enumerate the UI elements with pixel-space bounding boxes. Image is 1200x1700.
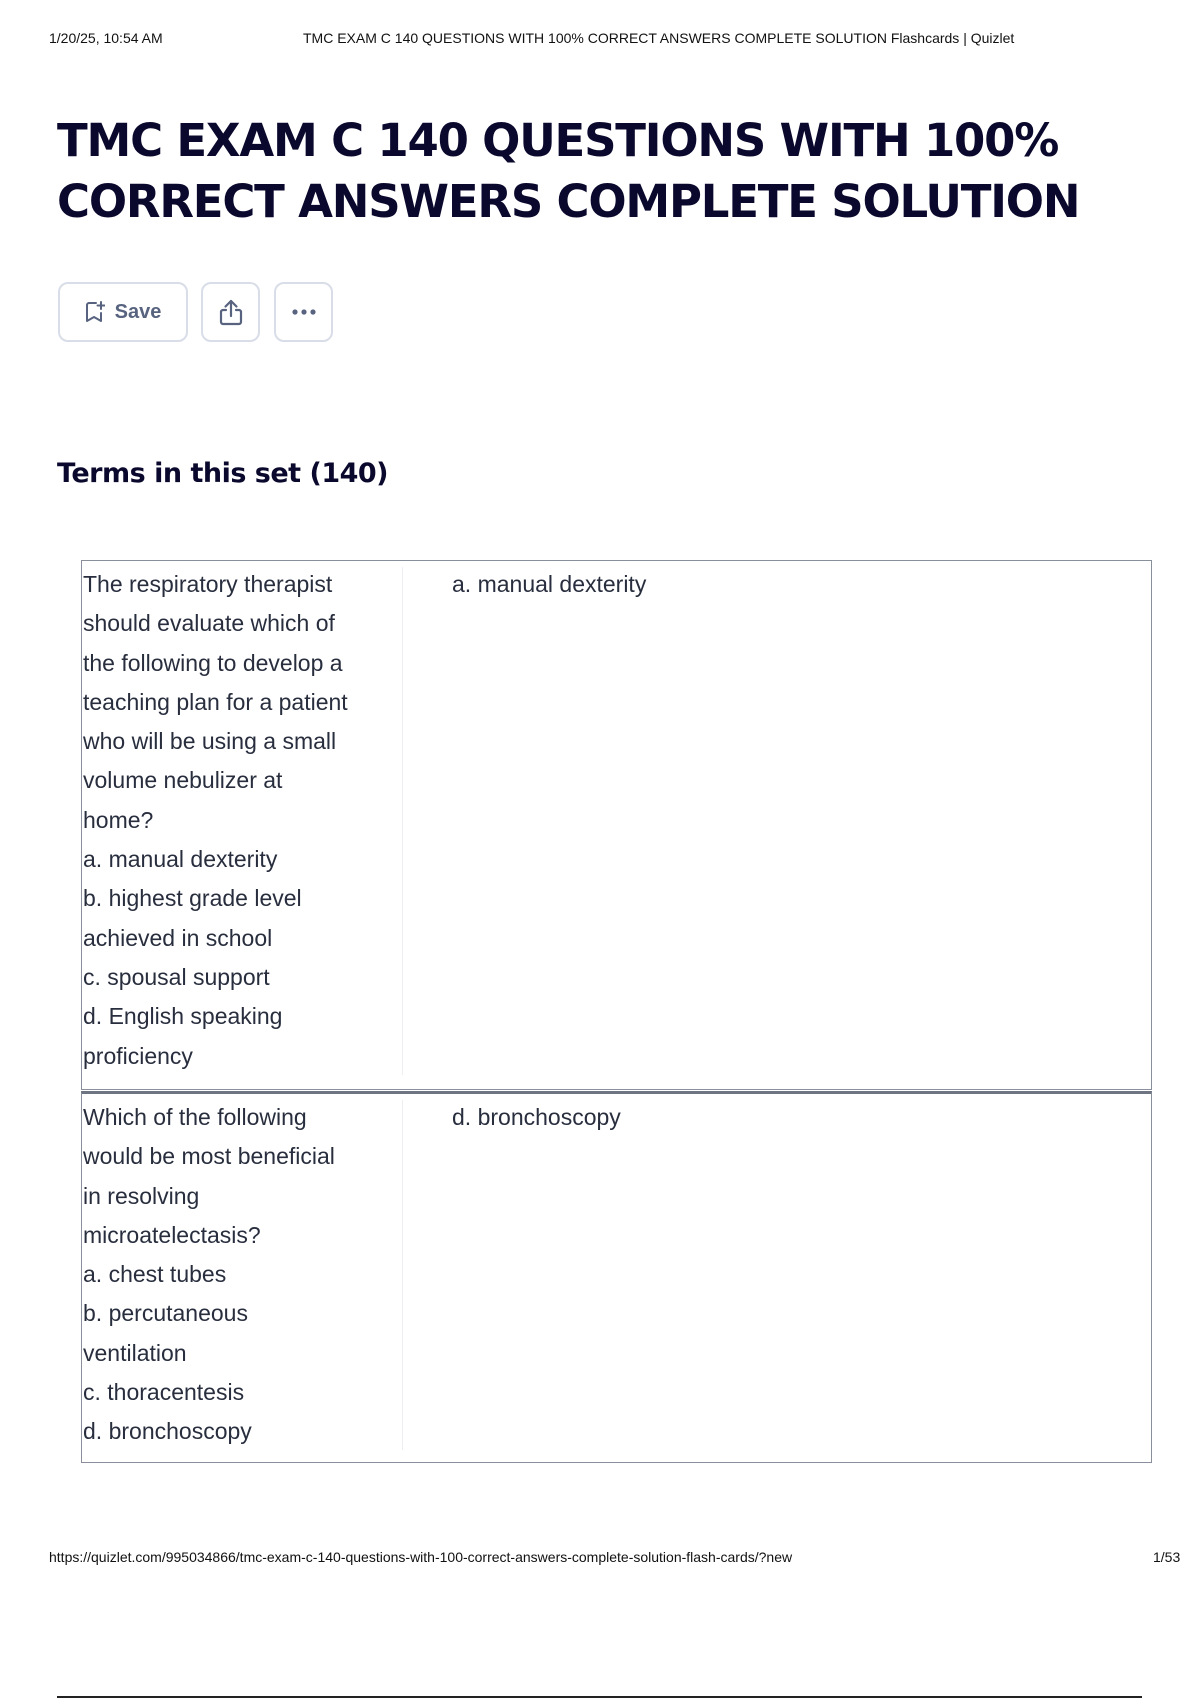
- term-line: a. chest tubes: [83, 1261, 227, 1288]
- term-line: b. highest grade level: [83, 885, 302, 912]
- term-line: microatelectasis?: [83, 1221, 261, 1248]
- term-line: The respiratory therapist: [83, 571, 333, 597]
- save-button[interactable]: [58, 282, 188, 342]
- print-page-number: 1/53: [1153, 1549, 1181, 1565]
- term-card: [81, 560, 1152, 1090]
- definition-text: a. manual dexterity: [452, 571, 647, 597]
- term-line: volume nebulizer at: [83, 767, 283, 794]
- definition-text: d. bronchoscopy: [452, 1104, 621, 1130]
- more-options-button[interactable]: [274, 282, 333, 342]
- term-line: the following to develop a: [83, 649, 343, 676]
- page-title: TMC EXAM C 140 QUESTIONS WITH 100% CORRECT ANSWERS COMPLETE SOLUTION: [57, 114, 1080, 228]
- term-line: c. thoracentesis: [83, 1379, 245, 1406]
- print-url: https://quizlet.com/995034866/tmc-exam-c-140-questions-with-100-correct-answers-complete-solution-flash-cards/?new: [49, 1549, 793, 1565]
- term-card: [81, 1091, 1152, 1463]
- card-divider: [402, 1100, 403, 1450]
- print-date: 1/20/25, 10:54 AM: [49, 30, 163, 46]
- term-text: [82, 561, 402, 1076]
- term-line: d. bronchoscopy: [83, 1418, 252, 1445]
- term-line: teaching plan for a patient: [83, 688, 348, 715]
- bookmark-plus-icon: [85, 301, 105, 323]
- print-title: TMC EXAM C 140 QUESTIONS WITH 100% CORRECT ANSWERS COMPLETE SOLUTION Flashcards | Quizlet: [303, 30, 1015, 46]
- term-line: home?: [83, 806, 154, 833]
- term-line: achieved in school: [83, 924, 273, 951]
- term-line: a. manual dexterity: [83, 846, 278, 873]
- term-text: [82, 1094, 402, 1452]
- terms-heading: Terms in this set (140): [57, 458, 389, 489]
- print-header: [0, 30, 1200, 50]
- term-line: proficiency: [83, 1042, 193, 1069]
- term-line: ventilation: [83, 1339, 187, 1366]
- term-line: c. spousal support: [83, 963, 270, 990]
- card-divider: [402, 567, 403, 1075]
- term-line: who will be using a small: [83, 728, 337, 755]
- term-line: Which of the following: [83, 1104, 307, 1130]
- term-line: in resolving: [83, 1182, 200, 1209]
- save-button-label: Save: [114, 300, 162, 323]
- term-line: b. percutaneous: [83, 1300, 248, 1327]
- more-horizontal-icon: [290, 308, 318, 316]
- bottom-rule: [57, 1696, 1142, 1698]
- term-line: would be most beneficial: [83, 1143, 335, 1170]
- share-icon: [218, 298, 244, 326]
- term-line: d. English speaking: [83, 1003, 283, 1030]
- term-line: should evaluate which of: [83, 610, 335, 637]
- share-button[interactable]: [201, 282, 260, 342]
